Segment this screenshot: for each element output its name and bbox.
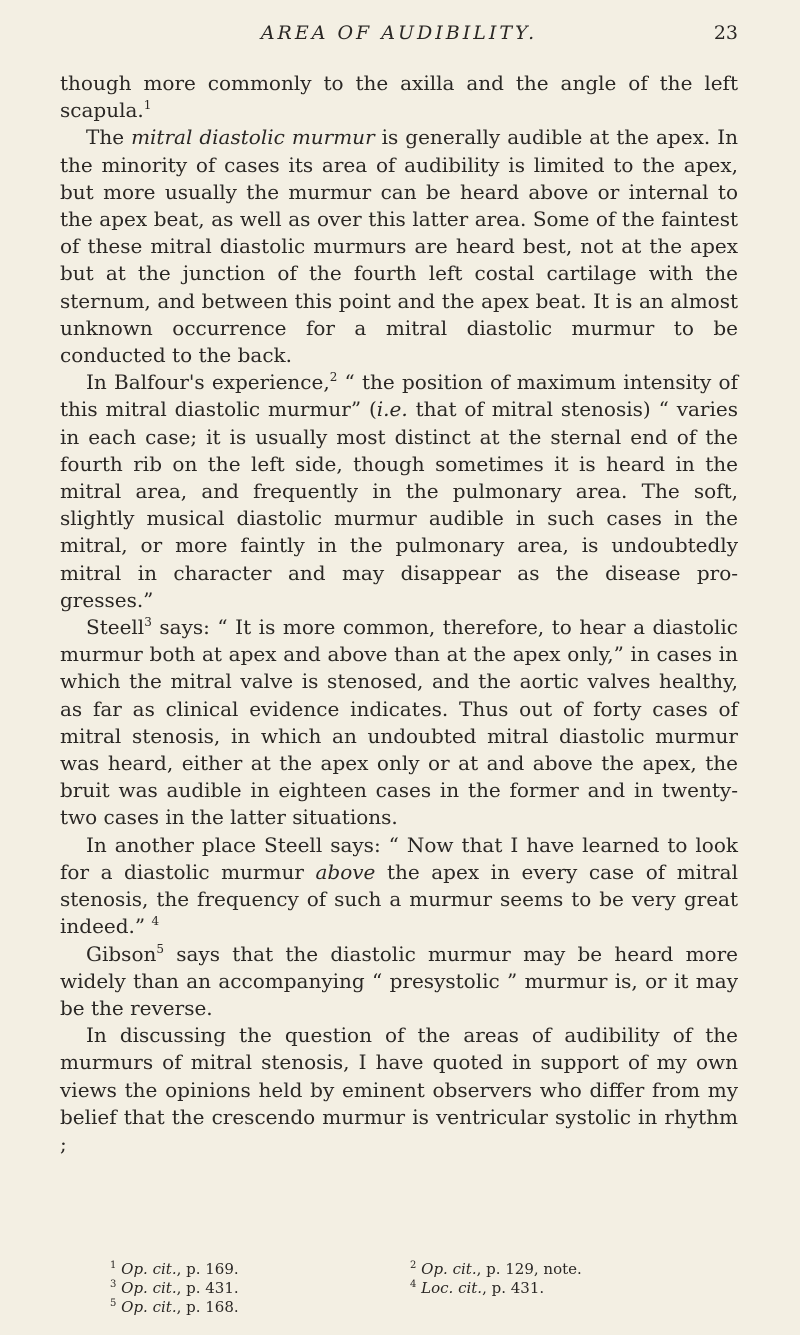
abbreviation-ie: i.e.: [376, 397, 408, 422]
paragraph-2: The mitral diastolic murmur is generally audible at the apex. In the minority of cases its area of audibility is limited to the apex, but more usually the murmur can be heard above or internal to the apex beat, as well as over this latter area. Some of the faintest of these mitral diastolic murmurs are heard best, not at the apex but at the junction of the fourth left costal cartilage with the sternum, and between this point and the apex beat. It is an almost unknown occurrence for a mitral diastolic murmur to be conducted to the back.: [60, 125, 738, 368]
footnote-4: $^4$ Loc. cit., p. 431.: [410, 1279, 545, 1297]
body-text: [60, 70, 738, 1158]
footnote-3: $^3$ Op. cit., p. 431.: [110, 1279, 239, 1297]
footnote-2: $^2$ Op. cit., p. 129, note.: [410, 1260, 582, 1278]
page-number: 23: [713, 22, 738, 44]
footnote-ref-5: 5: [156, 941, 165, 956]
running-title: AREA OF AUDIBILITY.: [260, 22, 538, 44]
footnote-5: $^5$ Op. cit., p. 168.: [110, 1298, 239, 1316]
footnote-row: [110, 1260, 730, 1279]
footnote-ref-3: 3: [144, 615, 152, 630]
footnote-ref-2: 2: [329, 370, 338, 385]
footnote-row: [110, 1279, 730, 1298]
paragraph-4: Steell$^3$ says: “ It is more common, therefore, to hear a diastolic murmur both at apex and above than at the apex only,” in cases in which the mitral valve is stenosed, and the aortic valves healthy, as far as clinical evidence indicates. Thus out of forty cases of mitral stenosis, in which an undoubted mitral diastolic murmur was heard, either at the apex only or at and above the apex, the bruit was audible in eighteen cases in the former and in twenty-two cases in the latter situations.: [60, 615, 738, 830]
paragraph-6: Gibson$^5$ says that the diastolic murmur may be heard more widely than an accompanying “ presystolic ” murmur is, or it may be the reverse.: [60, 941, 738, 1020]
paragraph-3: In Balfour's experience,$^2$ “ the position of maximum intensity of this mitral diastolic murmur” (i.e. that of mitral stenosis) “ varies in each case; it is usually most distinct at the sternal end of the fourth rib on the left side, though sometimes it is heard in the mitral area, and frequently in the pulmonary area. The soft, slightly musical diastolic murmur audible in such cases in the mitral, or more faintly in the pulmonary area, is undoubtedly mitral in character and may disappear as the disease pro-gresses.”: [60, 370, 738, 612]
emphasized-term: mitral diastolic murmur: [131, 125, 375, 150]
footnote-row: [110, 1298, 730, 1317]
footnote-ref-4: 4: [151, 914, 160, 929]
paragraph-7: In discussing the question of the areas of audibility of the murmurs of mitral stenosis, I have quoted in support of my own views the opinions held by eminent observers who differ from my belief that the crescendo murmur is ventricular systolic in rhythm ;: [60, 1023, 738, 1156]
paragraph-5: In another place Steell says: “ Now that I have learned to look for a diastolic murmur above the apex in every case of mitral stenosis, the frequency of such a murmur seems to be very great indeed.” $^4$: [60, 832, 738, 939]
footnote-1: $^1$ Op. cit., p. 169.: [110, 1260, 239, 1278]
page-header: [60, 18, 738, 58]
emphasized-word: above: [315, 859, 376, 884]
footnote-ref-1: 1: [143, 98, 152, 113]
paragraph-1: though more commonly to the axilla and the angle of the left scapula.$^1$: [60, 71, 738, 123]
footnotes: [110, 1260, 730, 1317]
